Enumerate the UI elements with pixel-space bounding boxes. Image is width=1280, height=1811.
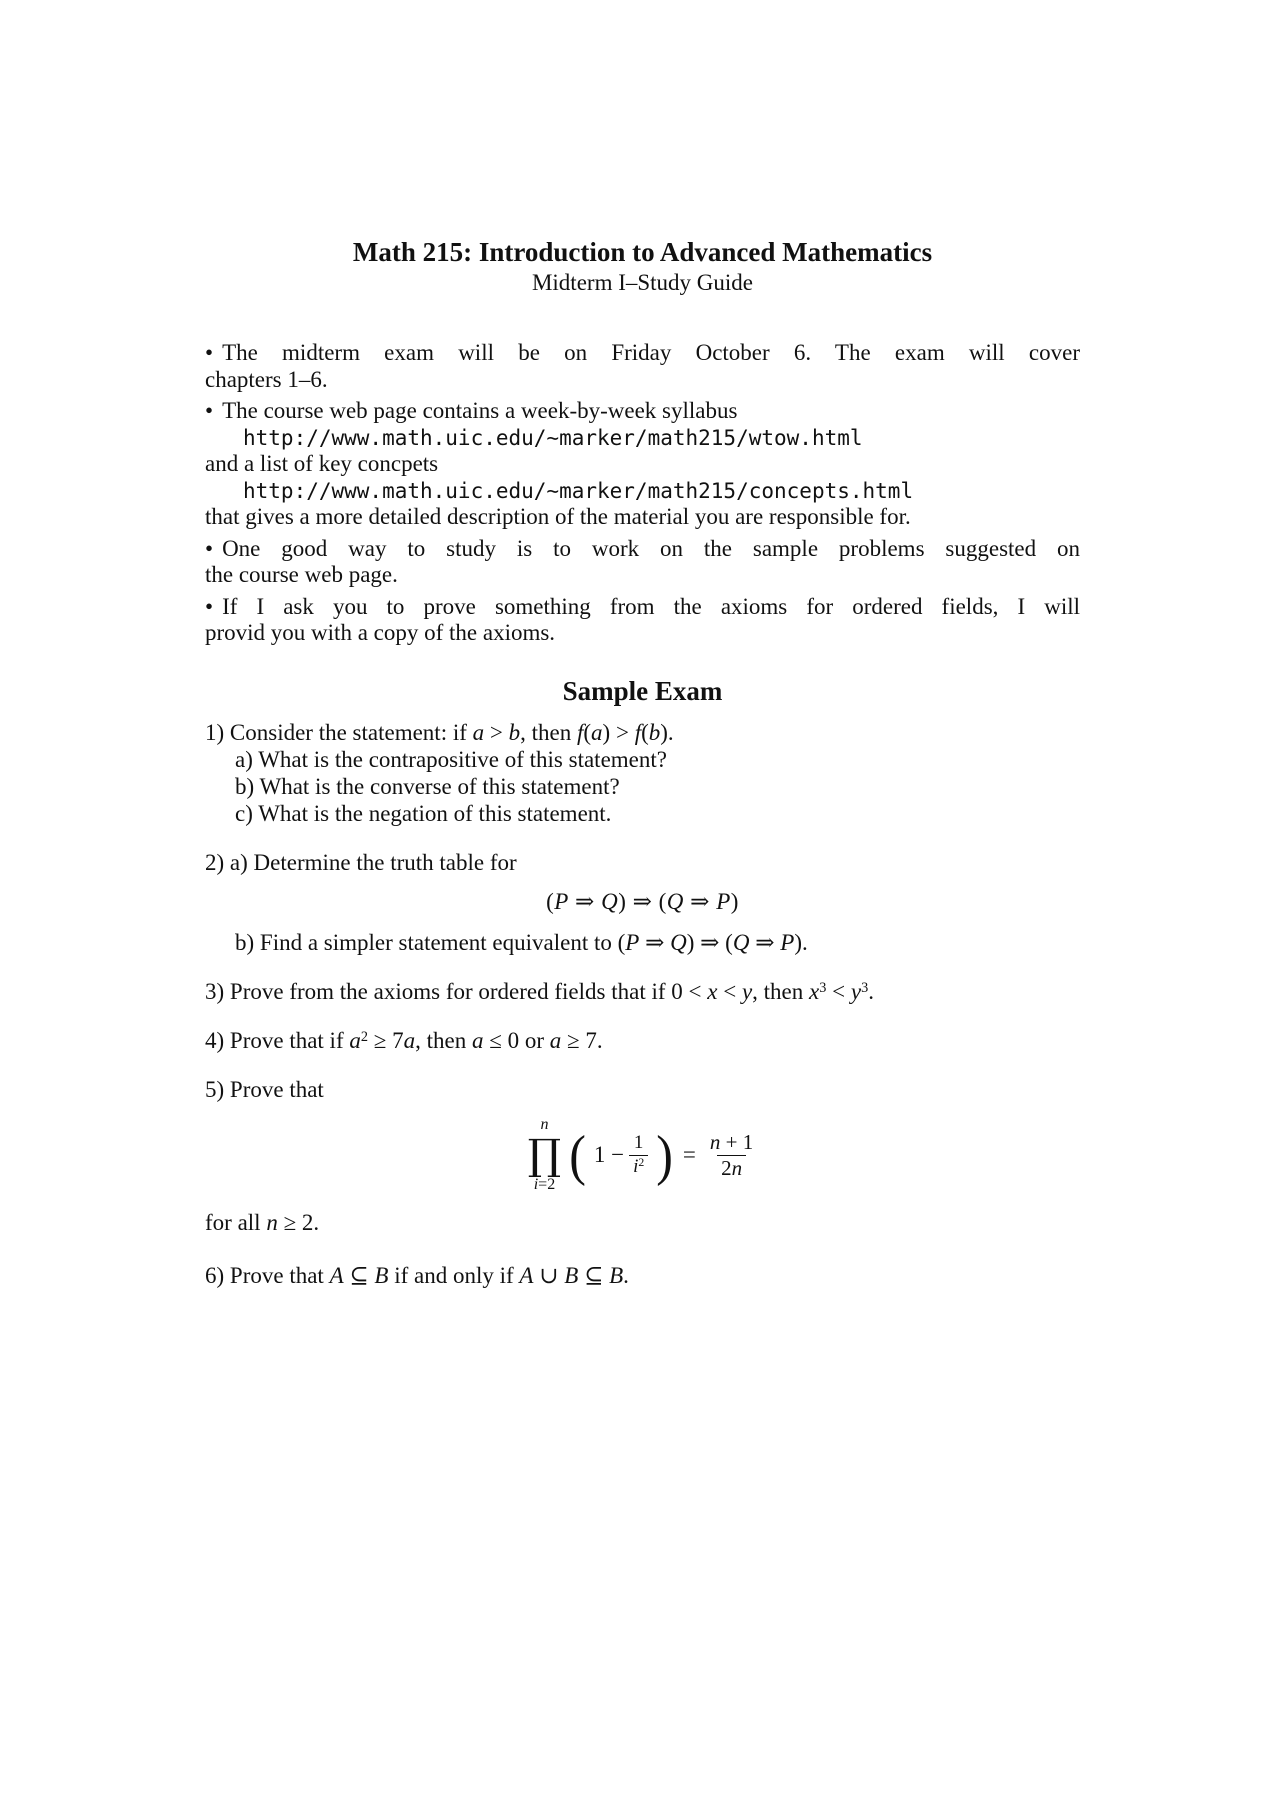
bullet-icon: • [205, 340, 214, 365]
note-line [205, 562, 1080, 589]
problem-2 [205, 849, 1080, 957]
problem-5-statement: 5) Prove that [205, 1077, 324, 1102]
bullet-icon: • [205, 593, 214, 619]
problem-2-part-b: b) Find a simpler statement equivalent to (P ⇒ Q) ⇒ (Q ⇒ P). [235, 930, 808, 955]
product-operand [594, 1132, 648, 1179]
note-text: If I ask you to prove something from the axioms for ordered fields, I will [222, 593, 1080, 619]
product-upper-limit: n [540, 1116, 549, 1133]
note-line [205, 398, 1080, 425]
sample-exam-heading: Sample Exam [562, 675, 723, 706]
fraction-numerator: n + 1 [709, 1129, 754, 1154]
note-text: the course web page. [205, 562, 398, 587]
note-line [205, 594, 1080, 621]
problem-6-statement: 6) Prove that A ⊆ B if and only if A ∪ B ⊆ B. [205, 1262, 629, 1288]
note-line [205, 451, 1080, 478]
problem-5-tail: for all n ≥ 2. [205, 1209, 320, 1235]
fraction-numerator: 1 [633, 1132, 644, 1154]
problem-1-statement: 1) Consider the statement: if a > b, then f(a) > f(b). [205, 719, 674, 745]
problem-2-statement: 2) a) Determine the truth table for [205, 849, 517, 875]
note-text: and a list of key concpets [205, 451, 439, 476]
product-lower-limit: i=2 [533, 1176, 556, 1194]
problem-6 [205, 1262, 1080, 1289]
note-text: The midterm exam will be on Friday October 6. The exam will cover [222, 340, 1080, 365]
note-line [205, 367, 1080, 394]
problem-1-part-b: b) What is the converse of this statement? [235, 773, 620, 799]
bullet-icon: • [205, 535, 214, 561]
page-content [205, 236, 1080, 1289]
syllabus-url: http://www.math.uic.edu/∼marker/math215/wtow.html [243, 425, 863, 450]
logic-formula: (P ⇒ Q) ⇒ (Q ⇒ P) [546, 888, 739, 914]
product-operator [528, 1116, 561, 1195]
note-text: provid you with a copy of the axioms. [205, 620, 556, 645]
rhs-fraction [706, 1130, 757, 1181]
note-line [205, 620, 1080, 647]
document-title: Math 215: Introduction to Advanced Mathematics [352, 237, 933, 267]
note-line [205, 504, 1080, 531]
problem-1-part-a: a) What is the contrapositive of this statement? [235, 746, 667, 772]
problem-5-formula: n ∏ i=2 ( 1 − $\frac{1}{i^2}$ ) = $\frac{n + 1}{2n}$ [205, 1116, 1080, 1195]
product-symbol: ∏ [527, 1130, 562, 1180]
note-text: that gives a more detailed description of the material you are responsible for. [205, 504, 911, 529]
problem-2-formula [205, 889, 1080, 916]
problem-3 [205, 978, 1080, 1005]
document-subtitle: Midterm I–Study Guide [531, 270, 754, 295]
notes-section [205, 340, 1080, 647]
problem-3-statement: 3) Prove from the axioms for ordered fields that if 0 < x < y, then $x^3 < y^3$. [205, 979, 874, 1004]
problem-4-statement: 4) Prove that if $a^2 \ge 7a$, then a ≤ 0 or a ≥ 7. [205, 1028, 603, 1053]
note-text: The course web page contains a week-by-week syllabus [222, 398, 738, 423]
concepts-url: http://www.math.uic.edu/∼marker/math215/concepts.html [243, 478, 914, 503]
note-line [205, 536, 1080, 563]
fraction-denominator: 2n [717, 1155, 746, 1181]
equals-sign: = [682, 1142, 696, 1168]
note-line [205, 340, 1080, 367]
fraction-denominator: $i^2$ [629, 1155, 648, 1179]
operand-lead: 1 − [593, 1142, 625, 1168]
problem-4 [205, 1027, 1080, 1054]
problem-1-part-c: c) What is the negation of this statement. [235, 800, 612, 826]
bullet-icon: • [205, 398, 214, 423]
problem-1 [205, 719, 1080, 827]
note-text: chapters 1–6. [205, 366, 328, 392]
problem-5 [205, 1076, 1080, 1236]
inner-fraction [629, 1132, 648, 1179]
note-text: One good way to study is to work on the sample problems suggested on [222, 535, 1080, 561]
